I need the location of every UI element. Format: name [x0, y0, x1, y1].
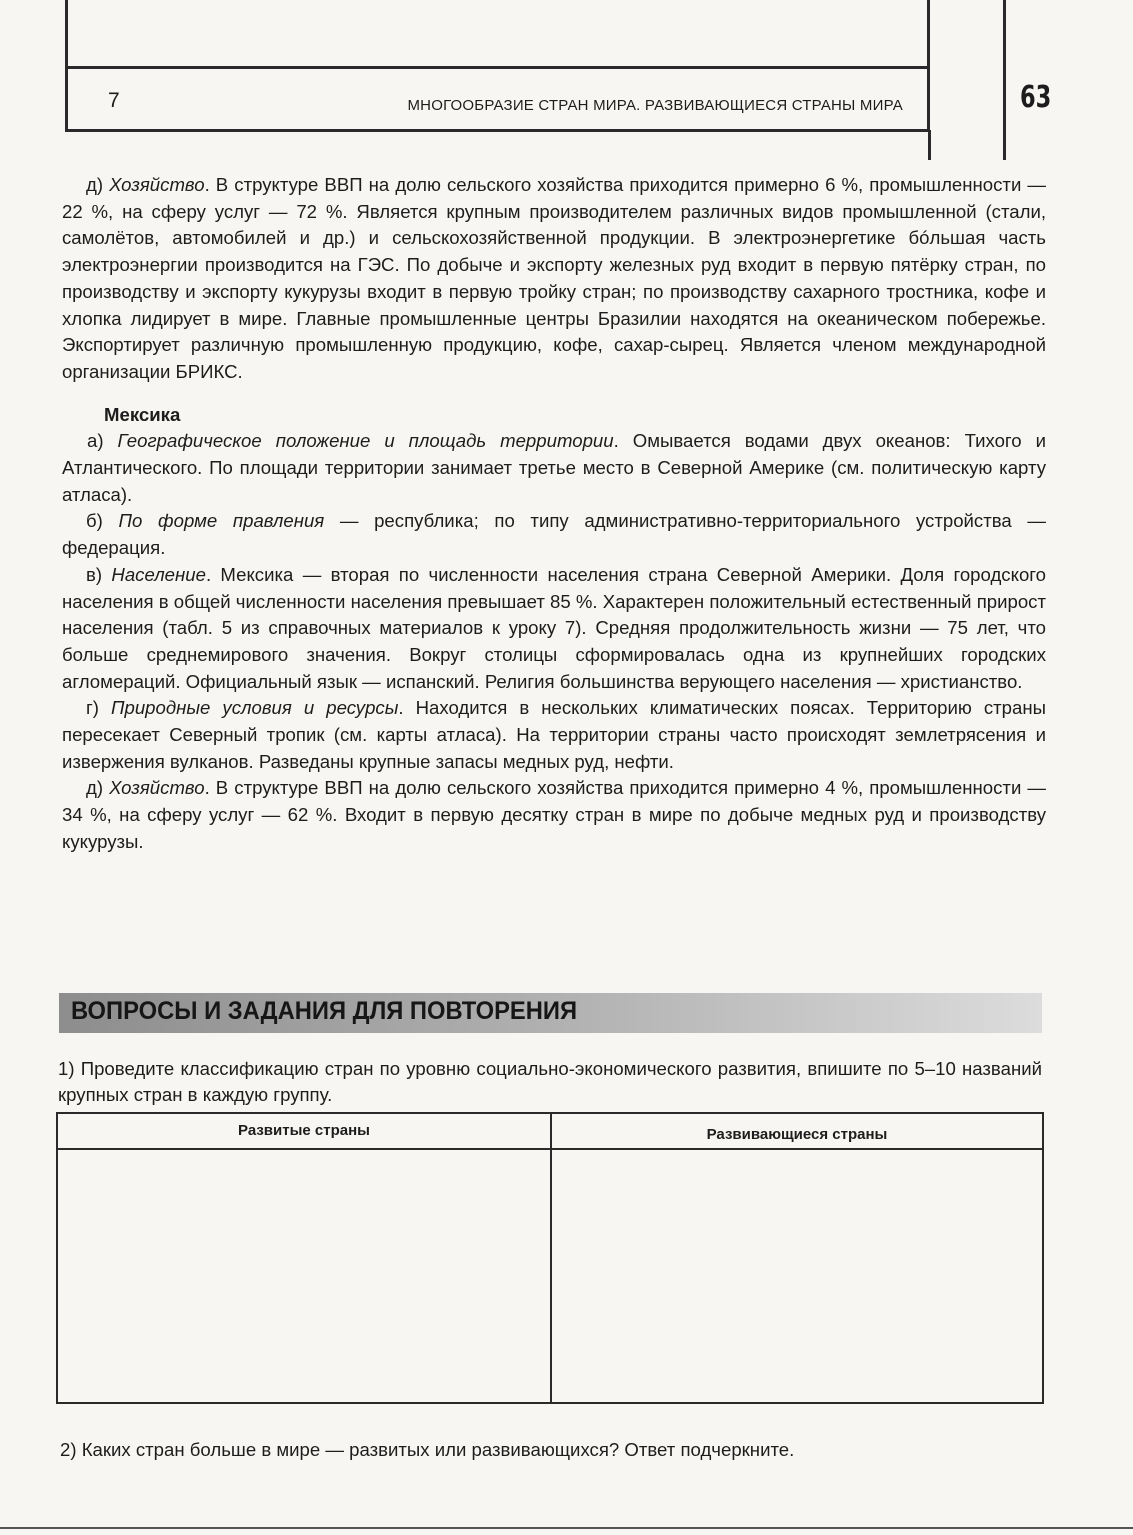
margin-rule: [1003, 0, 1006, 160]
chapter-title: МНОГООБРАЗИЕ СТРАН МИРА. РАЗВИВАЮЩИЕСЯ СТРАНЫ МИРА: [407, 97, 903, 114]
column-header-developed: Развитые страны: [238, 1122, 370, 1139]
task-2: 2) Каких стран больше в мире — развитых или развивающихся? Ответ подчеркните.: [60, 1439, 795, 1460]
developing-countries-cell[interactable]: [552, 1150, 1042, 1404]
page-number: 63: [1020, 80, 1052, 115]
brazil-economy-paragraph: д) Хозяйство. В структуре ВВП на долю сельского хозяйства приходится примерно 6 %, промышленности — 22 %, на сферу услуг — 72 %. Является крупным производителем различных видов промышленной (стали, самолётов, автомобилей и др.) и сельскохозяйственной продукции. В электроэнергетике бóльшая часть электроэнергии производится на ГЭС. По добыче и экспорту железных руд входит в первую пятёрку стран, по производству и экспорту кукурузы входит в первую тройку стран; по производству сахарного тростника, кофе и хлопка лидирует в мире. Главные промышленные центры Бразилии находятся на океаническом побережье. Экспортирует различную промышленную продукцию, кофе, сахар-сырец. Является членом международной организации БРИКС.: [62, 174, 1046, 382]
bottom-rule: [0, 1527, 1133, 1529]
classification-table: [56, 1112, 1044, 1404]
header-tick: [928, 130, 931, 160]
developed-countries-cell[interactable]: [58, 1150, 550, 1404]
review-banner: [59, 993, 1042, 1033]
mexico-population-paragraph: в) Население. Мексика — вторая по численности населения страна Северной Америки. Доля городского населения в общей численности населения превышает 85 %. Характерен положительный естественный прирост населения (табл. 5 из справочных материалов к уроку 7). Средняя продолжительность жизни — 75 лет, что больше среднемирового значения. Вокруг столицы сформировалась одна из крупнейших городских агломераций. Официальный язык — испанский. Религия большинства верующего населения — христианство.: [62, 563, 1046, 692]
chapter-number: 7: [108, 89, 120, 112]
mexico-economy-paragraph: д) Хозяйство. В структуре ВВП на долю сельского хозяйства приходится примерно 4 %, промышленности — 34 %, на сферу услуг — 62 %. Входит в первую десятку стран в мире по добыче медных руд и производству кукурузы.: [62, 777, 1046, 852]
mexico-nature-paragraph: г) Природные условия и ресурсы. Находится в нескольких климатических поясах. Территорию страны пересекает Северный тропик (см. карты атласа). На территории страны часто происходят землетрясения и извержения вулканов. Разведаны крупные запасы медных руд, нефти.: [62, 697, 1047, 772]
main-text: [62, 172, 1046, 856]
mexico-geography-paragraph: а) Географическое положение и площадь территории. Омывается водами двух океанов: Тихого и Атлантического. По площади территории занимает третье место в Северной Америке (см. политическую карту атласа).: [62, 430, 1047, 505]
mexico-government-paragraph: б) По форме правления — республика; по типу административно-территориального устройства — федерация.: [62, 510, 1046, 559]
review-banner-title: ВОПРОСЫ И ЗАДАНИЯ ДЛЯ ПОВТОРЕНИЯ: [71, 997, 578, 1025]
column-header-developing: Развивающиеся страны: [706, 1126, 888, 1143]
mexico-heading: Мексика: [104, 403, 181, 425]
task-1: 1) Проведите классификацию стран по уровню социально-экономического развития, впишите по 5–10 названий крупных стран в каждую группу.: [58, 1058, 1042, 1105]
header-band: [65, 66, 930, 132]
